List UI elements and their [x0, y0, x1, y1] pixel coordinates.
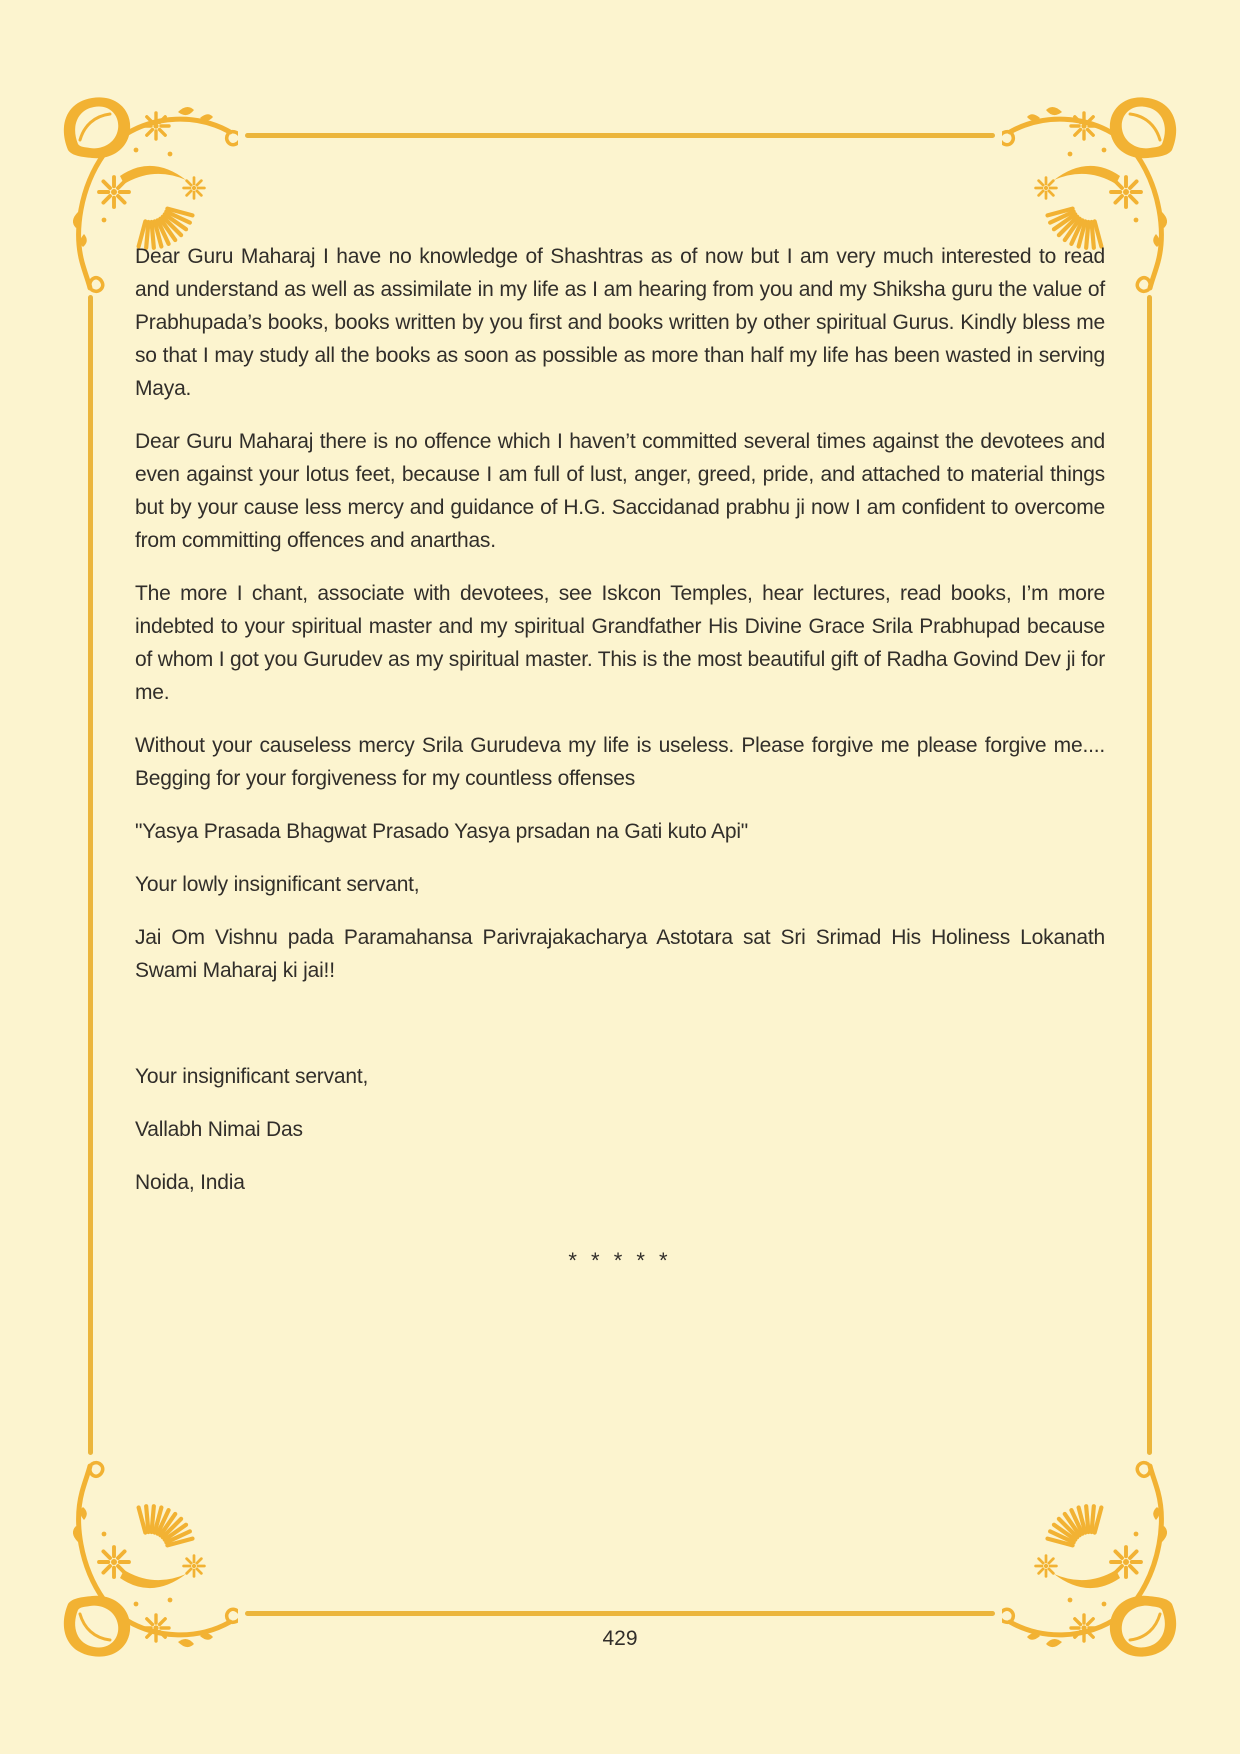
paragraph-more-i-chant: The more I chant, associate with devotees, see Iskcon Temples, hear lectures, read books, I’m more indebted to your spiritual master and my spiritual Grandfather His Divine Grace Srila Prabhupad because of whom I got you Gurudev as my spiritual master. This is the most beautiful gift of Radha Govind Dev ji for me. [135, 582, 1105, 704]
closing-salutation: Your insignificant servant, [135, 1065, 369, 1088]
blank-line [135, 1219, 1105, 1244]
jai-declaration: Jai Om Vishnu pada Paramahansa Parivrajakacharya Astotara sat Sri Srimad His Holiness Lokanath Swami Maharaj ki jai!! [135, 926, 1105, 982]
paragraph-no-knowledge: Dear Guru Maharaj I have no knowledge of Shashtras as of now but I am very much interested to read and understand as well as assimilate in my life as I am hearing from you and my Shiksha guru the value of Prabhupada’s books, books written by you first and books written by other spiritual Gurus. Kindly bless me so that I may study all the books as soon as possible as more than half my life has been wasted in serving Maya. [135, 245, 1105, 400]
salutation-lowly-servant: Your lowly insignificant servant, [135, 873, 420, 896]
paragraph-causeless-mercy: Without your causeless mercy Srila Gurudeva my life is useless. Please forgive me please forgive me.... Begging for your forgiveness for my countless offenses [135, 734, 1105, 790]
border-line-top [245, 133, 995, 138]
page-number: 429 [602, 1627, 638, 1650]
blank-line [135, 1007, 1105, 1060]
sanskrit-verse: "Yasya Prasada Bhagwat Prasado Yasya prsadan na Gati kuto Api" [135, 820, 749, 843]
asterisk-separator: * * * * * [568, 1248, 672, 1273]
letter-body [135, 240, 1105, 1277]
border-line-bottom [245, 1611, 995, 1616]
paragraph-no-offence: Dear Guru Maharaj there is no offence which I haven’t committed several times against the devotees and even against your lotus feet, because I am full of lust, anger, greed, pride, and attached to material things but by your cause less mercy and guidance of H.G. Saccidanad prabhu ji now I am confident to overcome from committing offences and anarthas. [135, 430, 1105, 552]
signature-name: Vallabh Nimai Das [135, 1118, 303, 1141]
border-line-right [1147, 295, 1152, 1455]
signature-location: Noida, India [135, 1171, 245, 1194]
border-line-left [88, 295, 93, 1455]
